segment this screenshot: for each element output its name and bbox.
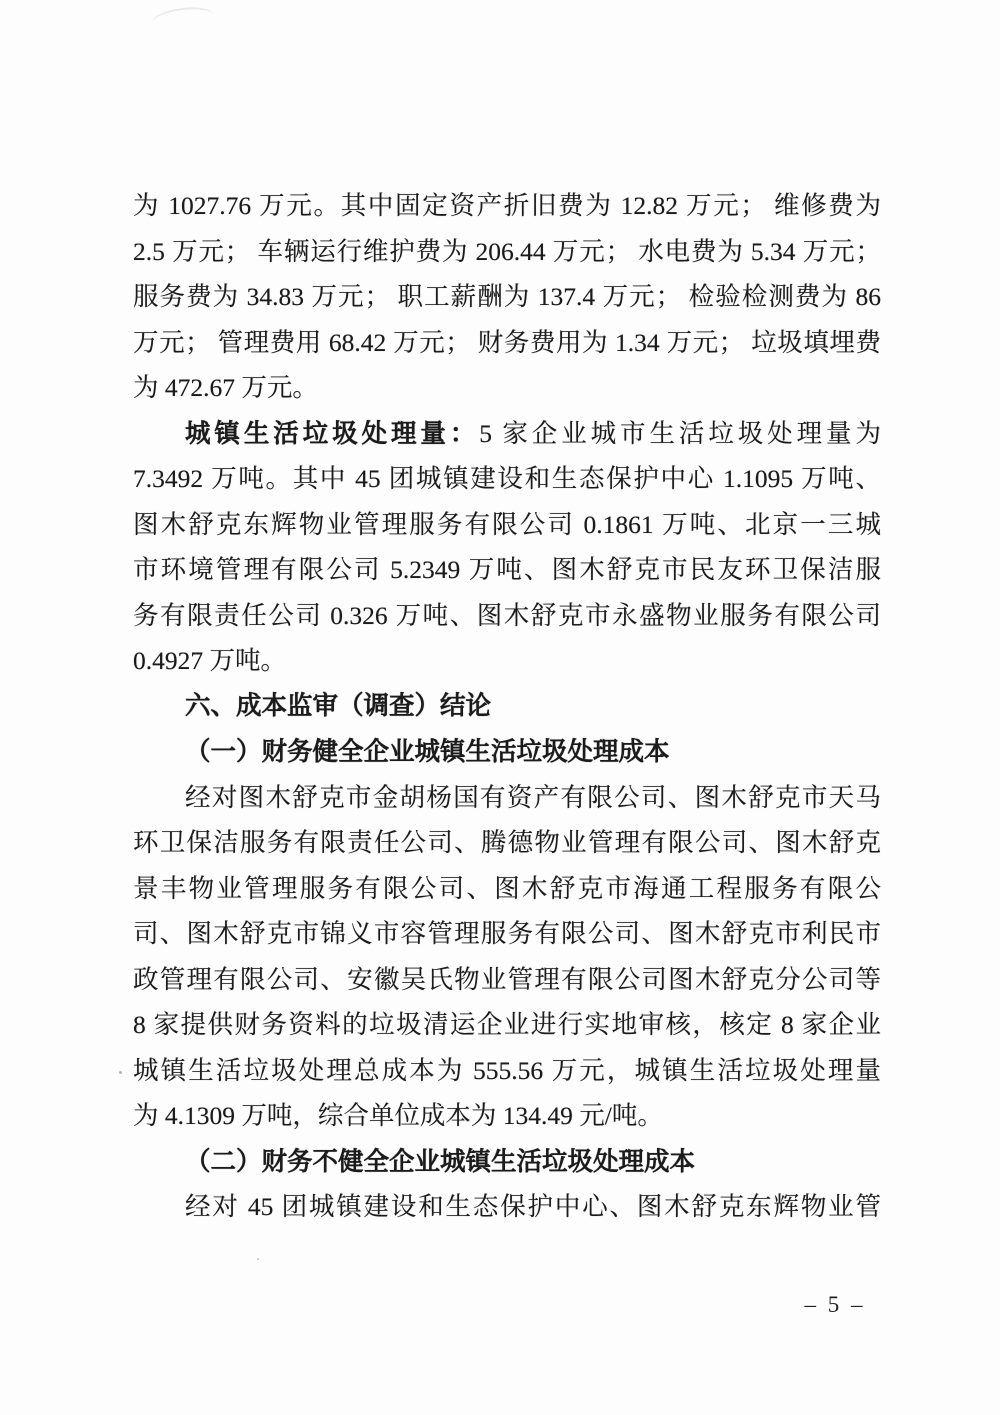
scan-speck [257,1258,259,1260]
document-body [133,183,881,1230]
body-line: 服务费为 34.83 万元； 职工薪酬为 137.4 万元； 检验检测费为 86 [133,282,881,311]
body-line: 环卫保洁服务有限责任公司、腾德物业管理有限公司、图木舒克 [133,828,881,857]
body-line: 市环境管理有限公司 5.2349 万吨、图木舒克市民友环卫保洁服 [133,555,881,584]
body-line: 政管理有限公司、安徽吴氏物业管理有限公司图木舒克分公司等 [133,964,881,994]
body-line: 经对 45 团城镇建设和生态保护中心、图木舒克东辉物业管 [185,1192,881,1221]
body-line: 8 家提供财务资料的垃圾清运企业进行实地审核，核定 8 家企业 [133,1010,881,1039]
page-number: – 5 – [804,1292,866,1317]
body-line: 城镇生活垃圾处理总成本为 555.56 万元，城镇生活垃圾处理量 [133,1055,881,1085]
body-line: 7.3492 万吨。其中 45 团城镇建设和生态保护中心 1.1095 万吨、 [133,464,881,493]
body-line: 景丰物业管理服务有限公司、图木舒克市海通工程服务有限公 [133,873,881,903]
body-line: 图木舒克东辉物业管理服务有限公司 0.1861 万吨、北京一三城 [133,509,881,539]
body-line: 经对图木舒克市金胡杨国有资产有限公司、图木舒克市天马 [185,782,881,812]
body-line: 为 472.67 万元。 [133,373,318,402]
body-line: 为 1027.76 万元。其中固定资产折旧费为 12.82 万元； 维修费为 [133,191,881,220]
body-line [133,411,881,457]
body-line: 2.5 万元； 车辆运行维护费为 206.44 万元； 水电费为 5.34 万元； [133,236,881,266]
body-line: 司、图木舒克市锦义市容管理服务有限公司、图木舒克市利民市 [133,919,881,948]
body-line: 万元； 管理费用 68.42 万元； 财务费用为 1.34 万元； 垃圾填埋费 [133,327,881,357]
subsection-heading-1: （一）财务健全企业城镇生活垃圾处理成本 [185,737,670,766]
scan-speck [119,1071,122,1074]
body-line: 0.4927 万吨。 [133,646,287,675]
body-line: 务有限责任公司 0.326 万吨、图木舒克市永盛物业服务有限公司 [133,600,881,630]
body-line: 为 4.1309 万吨，综合单位成本为 134.49 元/吨。 [133,1101,663,1130]
subsection-heading-2: （二）财务不健全企业城镇生活垃圾处理成本 [185,1146,696,1176]
paragraph-lead-label: 城镇生活垃圾处理量： [185,419,480,448]
body-line-text: 5 家企业城市生活垃圾处理量为 [479,418,881,448]
section-heading-6: 六、成本监审（调查）结论 [185,691,492,720]
scan-smudge [151,4,215,33]
